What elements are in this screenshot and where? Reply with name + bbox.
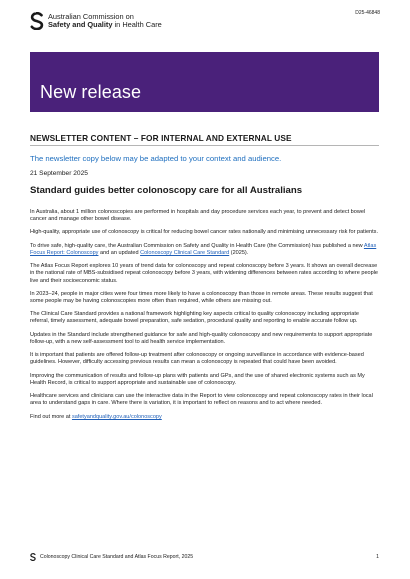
clinical-care-standard-link[interactable]: Colonoscopy Clinical Care Standard	[140, 249, 230, 256]
paragraph-3-text-c: (2025).	[229, 249, 249, 256]
paragraph-2: High-quality, appropriate use of colonoscopy is critical for reducing bowel cancer rates nationally and minimising unnecessary risk for patients.	[30, 229, 378, 236]
paragraph-4: The Atlas Focus Report explores 10 years of trend data for colonoscopy and repeat colonoscopy before 3 years. It shows an overall decrease in the national rate of MBS-subsidised repeat colonoscopy before 3 years, with widening differences between rates according to where people live and their socioeconomic status.	[30, 263, 379, 284]
release-date: 21 September 2025	[30, 170, 88, 177]
release-banner	[30, 52, 379, 112]
brand-line-2-rest: in Health Care	[112, 20, 162, 29]
paragraph-8: It is important that patients are offered follow-up treatment after colonoscopy or ongoing surveillance in accordance with evidence-based guidelines. However, difficulty accessing previous results can mean a colonoscopy is repeated that could have been avoided.	[30, 352, 364, 366]
intro-note: The newsletter copy below may be adapted to your context and audience.	[30, 154, 282, 163]
brand-line-1: Australian Commission on	[48, 11, 134, 21]
atlas-focus-report-link[interactable]: Atlas Focus Report: Colonoscopy	[30, 242, 377, 256]
paragraph-11	[30, 414, 379, 421]
paragraph-1: In Australia, about 1 million colonoscopies are performed in hospitals and day procedure services each year, to prevent and detect bowel cancer and manage other bowel disease.	[30, 209, 366, 223]
paragraph-5: In 2023–24, people in major cities were four times more likely to have a colonoscopy than those in remote areas. These results suggest that some people may be having colonoscopies more often than required, while others are missing out.	[30, 290, 373, 304]
brand-line-2-bold: Safety and Quality	[48, 20, 113, 29]
paragraph-11-text: Find out more at	[30, 413, 72, 420]
article-headline: Standard guides better colonoscopy care for all Australians	[30, 185, 303, 196]
paragraph-3	[30, 243, 379, 257]
colonoscopy-website-link[interactable]: safetyandquality.gov.au/colonoscopy	[71, 413, 162, 420]
footer-text: Colonoscopy Clinical Care Standard and Atlas Focus Report, 2025	[40, 554, 194, 560]
brand-name	[48, 13, 162, 30]
newsletter-kicker: NEWSLETTER CONTENT – FOR INTERNAL AND EXTERNAL USE	[30, 133, 292, 143]
page-number: 1	[376, 554, 379, 560]
paragraph-3-text-a: To drive safe, high-quality care, the Australian Commission on Safety and Quality in Health Care (the Commission) has published a new	[30, 242, 364, 249]
page-footer	[30, 553, 379, 561]
commission-logo-icon	[30, 553, 36, 561]
paragraph-9: Improving the communication of results and follow-up plans with patients and GPs, and the use of shared electronic systems such as My Health Record, is critical to support appropriate and sustainable use of colonoscopy.	[30, 372, 365, 386]
document-reference: D25-46848	[355, 10, 380, 16]
brand-header	[30, 12, 162, 30]
paragraph-10: Healthcare services and clinicians can use the interactive data in the Report to view colonoscopy and repeat colonoscopy rates in their local area to understand gaps in care. Where there is variation, it is important to reflect on reasons and to act where needed.	[30, 393, 373, 407]
divider	[30, 145, 379, 146]
commission-logo-icon	[30, 12, 44, 30]
paragraph-3-text-b: and an updated	[98, 249, 141, 256]
article-body	[30, 209, 379, 427]
brand-line-2	[48, 21, 162, 29]
paragraph-6: The Clinical Care Standard provides a national framework highlighting key aspects critical to quality colonoscopy including appropriate referral, timely assessment, adequate bowel preparation, safe sedation, procedural quality and reporting to enable accurate follow up.	[30, 311, 359, 325]
paragraph-7: Updates in the Standard include strengthened guidance for safe and high-quality colonoscopy and new requirements to support appropriate follow-up, with a new self-assessment tool to aid health service implementation.	[30, 331, 373, 345]
banner-title: New release	[40, 82, 142, 102]
